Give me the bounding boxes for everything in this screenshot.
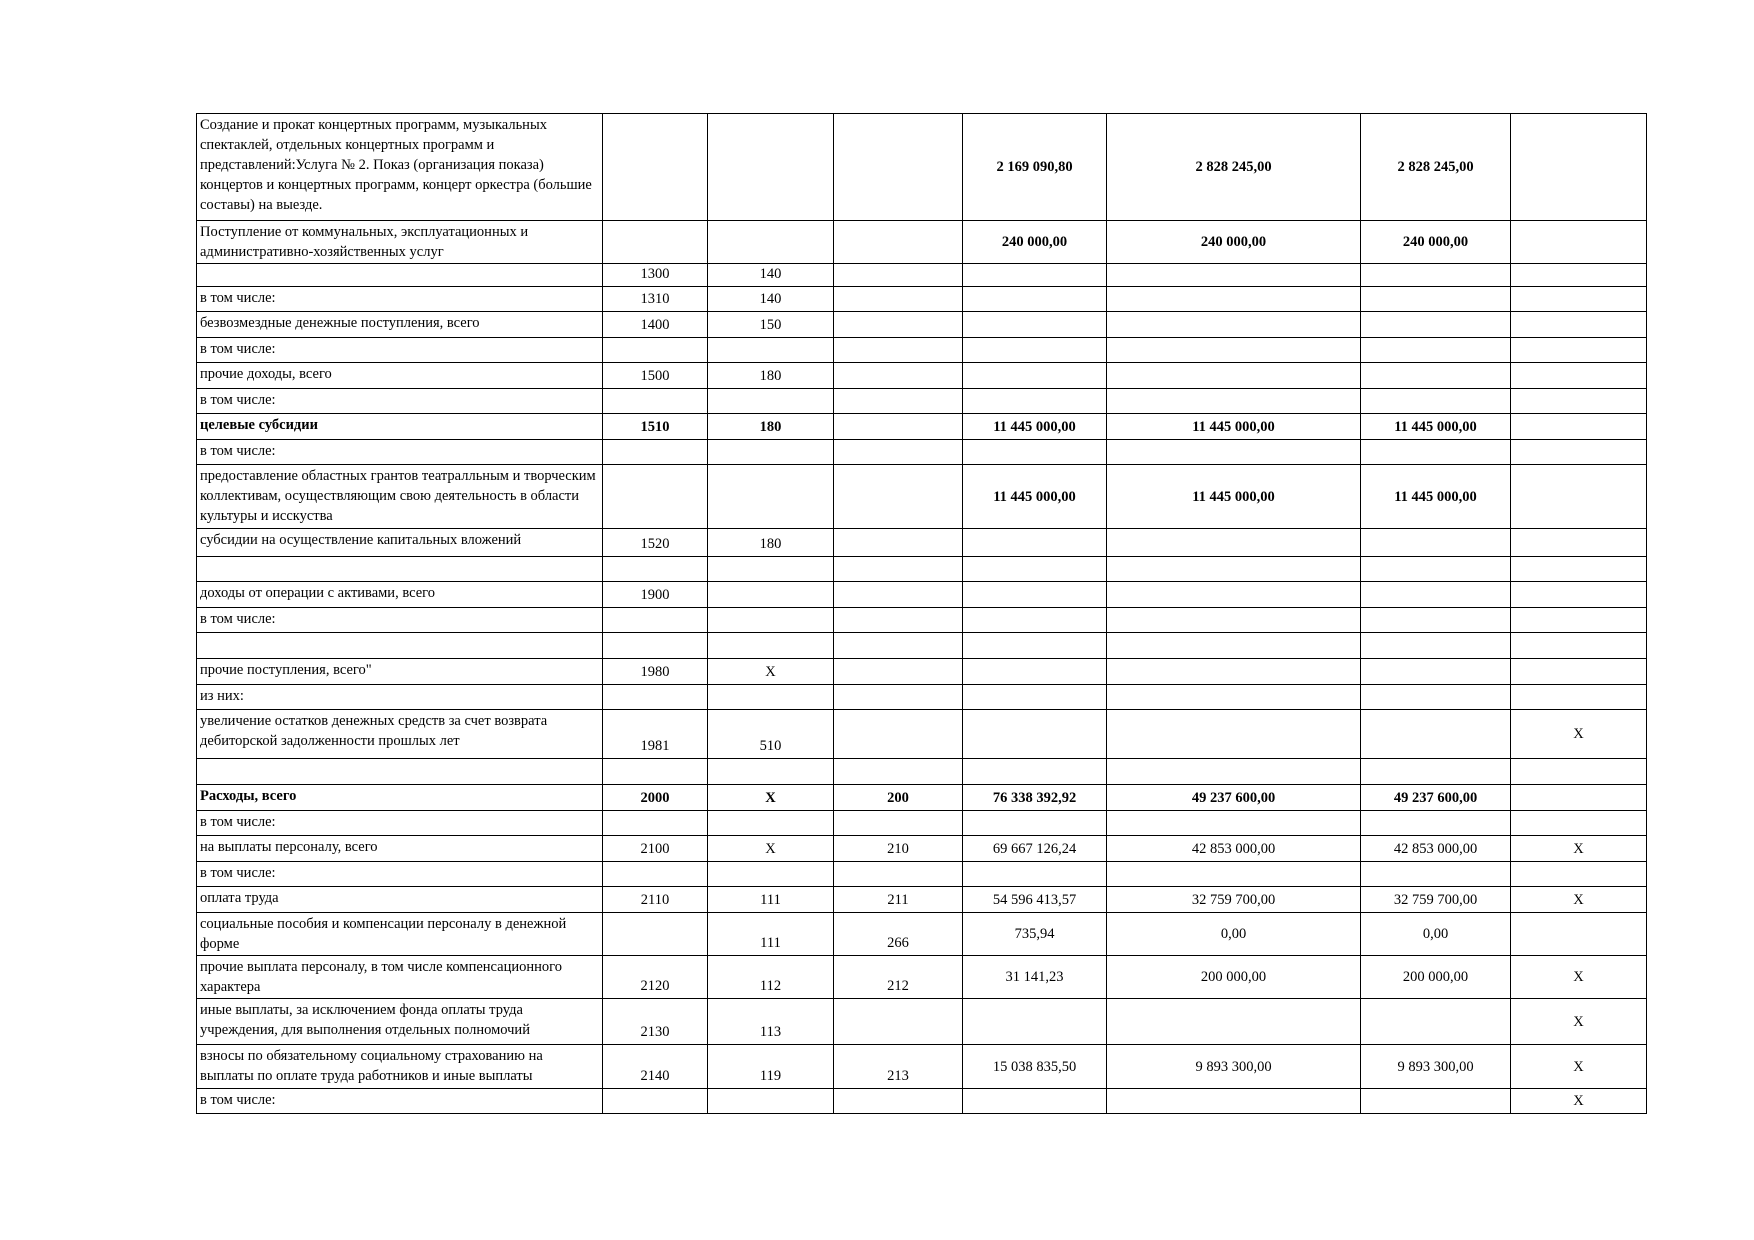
cell-kosgu-code — [834, 414, 963, 440]
table-row — [197, 887, 1647, 913]
cell-kbk-code: 140 — [708, 264, 834, 287]
cell-other — [1511, 862, 1647, 887]
cell-line-code: 1400 — [603, 312, 708, 338]
cell-kosgu-code — [834, 529, 963, 557]
cell-sum-year-2 — [1107, 862, 1361, 887]
cell-indicator-name: субсидии на осуществление капитальных вложений — [197, 529, 603, 557]
cell-line-code — [603, 338, 708, 363]
cell-sum-year-2 — [1107, 999, 1361, 1045]
cell-other — [1511, 363, 1647, 389]
cell-other — [1511, 608, 1647, 633]
cell-sum-year-2: 2 828 245,00 — [1107, 114, 1361, 221]
cell-sum-year-3 — [1361, 389, 1511, 414]
cell-sum-year-2: 11 445 000,00 — [1107, 465, 1361, 529]
cell-other — [1511, 759, 1647, 785]
cell-kbk-code: 140 — [708, 287, 834, 312]
cell-kosgu-code — [834, 363, 963, 389]
cell-sum-year-1: 31 141,23 — [963, 956, 1107, 999]
cell-sum-year-3: 11 445 000,00 — [1361, 465, 1511, 529]
cell-sum-year-3 — [1361, 264, 1511, 287]
cell-other: X — [1511, 887, 1647, 913]
cell-sum-year-2 — [1107, 363, 1361, 389]
cell-sum-year-3 — [1361, 999, 1511, 1045]
cell-sum-year-3 — [1361, 608, 1511, 633]
table-row — [197, 862, 1647, 887]
cell-kosgu-code — [834, 557, 963, 582]
cell-sum-year-1 — [963, 633, 1107, 659]
cell-line-code — [603, 862, 708, 887]
cell-kosgu-code — [834, 114, 963, 221]
table-row — [197, 710, 1647, 759]
cell-indicator-name: целевые субсидии — [197, 414, 603, 440]
cell-kosgu-code: 266 — [834, 913, 963, 956]
cell-sum-year-1: 2 169 090,80 — [963, 114, 1107, 221]
cell-other — [1511, 287, 1647, 312]
cell-other — [1511, 221, 1647, 264]
cell-sum-year-1 — [963, 1089, 1107, 1114]
cell-indicator-name: в том числе: — [197, 608, 603, 633]
cell-sum-year-3 — [1361, 440, 1511, 465]
cell-sum-year-3: 9 893 300,00 — [1361, 1045, 1511, 1089]
cell-kosgu-code — [834, 221, 963, 264]
cell-indicator-name: увеличение остатков денежных средств за счет возврата дебиторской задолженности прошлых лет — [197, 710, 603, 759]
cell-sum-year-2: 240 000,00 — [1107, 221, 1361, 264]
cell-sum-year-1: 69 667 126,24 — [963, 836, 1107, 862]
cell-kbk-code — [708, 1089, 834, 1114]
cell-sum-year-2 — [1107, 338, 1361, 363]
cell-other — [1511, 389, 1647, 414]
cell-sum-year-2 — [1107, 811, 1361, 836]
cell-line-code: 2130 — [603, 999, 708, 1045]
cell-line-code: 1980 — [603, 659, 708, 685]
table-row — [197, 465, 1647, 529]
cell-sum-year-2 — [1107, 440, 1361, 465]
cell-sum-year-2 — [1107, 529, 1361, 557]
cell-indicator-name: в том числе: — [197, 287, 603, 312]
cell-indicator-name: на выплаты персоналу, всего — [197, 836, 603, 862]
cell-kbk-code: 180 — [708, 363, 834, 389]
cell-kbk-code: 119 — [708, 1045, 834, 1089]
cell-line-code: 1520 — [603, 529, 708, 557]
cell-kbk-code — [708, 221, 834, 264]
cell-sum-year-2: 200 000,00 — [1107, 956, 1361, 999]
cell-line-code: 1310 — [603, 287, 708, 312]
cell-indicator-name: оплата труда — [197, 887, 603, 913]
cell-sum-year-2: 0,00 — [1107, 913, 1361, 956]
cell-line-code — [603, 608, 708, 633]
cell-indicator-name: взносы по обязательному социальному страхованию на выплаты по оплате труда работников и иные выплаты — [197, 1045, 603, 1089]
cell-sum-year-1 — [963, 312, 1107, 338]
cell-other: X — [1511, 956, 1647, 999]
cell-indicator-name — [197, 264, 603, 287]
cell-sum-year-1: 76 338 392,92 — [963, 785, 1107, 811]
financial-plan-table — [196, 113, 1647, 1114]
cell-indicator-name: в том числе: — [197, 862, 603, 887]
cell-sum-year-2 — [1107, 710, 1361, 759]
cell-kbk-code — [708, 811, 834, 836]
cell-sum-year-3 — [1361, 811, 1511, 836]
cell-sum-year-3 — [1361, 557, 1511, 582]
cell-kosgu-code: 211 — [834, 887, 963, 913]
cell-sum-year-2 — [1107, 389, 1361, 414]
cell-sum-year-1: 15 038 835,50 — [963, 1045, 1107, 1089]
cell-indicator-name: прочие доходы, всего — [197, 363, 603, 389]
table-row — [197, 582, 1647, 608]
cell-indicator-name: прочие выплата персоналу, в том числе компенсационного характера — [197, 956, 603, 999]
table-row — [197, 287, 1647, 312]
cell-kosgu-code — [834, 312, 963, 338]
cell-sum-year-2 — [1107, 582, 1361, 608]
cell-other — [1511, 785, 1647, 811]
cell-other — [1511, 114, 1647, 221]
cell-sum-year-1: 735,94 — [963, 913, 1107, 956]
cell-sum-year-3: 240 000,00 — [1361, 221, 1511, 264]
cell-indicator-name: в том числе: — [197, 811, 603, 836]
cell-kbk-code — [708, 338, 834, 363]
cell-line-code — [603, 633, 708, 659]
cell-sum-year-2 — [1107, 287, 1361, 312]
cell-other — [1511, 685, 1647, 710]
cell-kbk-code — [708, 633, 834, 659]
cell-sum-year-3 — [1361, 338, 1511, 363]
cell-indicator-name: прочие поступления, всего" — [197, 659, 603, 685]
cell-kosgu-code — [834, 389, 963, 414]
cell-kbk-code: 111 — [708, 913, 834, 956]
cell-sum-year-1 — [963, 287, 1107, 312]
cell-kosgu-code: 200 — [834, 785, 963, 811]
cell-sum-year-3 — [1361, 582, 1511, 608]
table-row — [197, 956, 1647, 999]
cell-indicator-name — [197, 557, 603, 582]
cell-other: X — [1511, 1045, 1647, 1089]
cell-kosgu-code — [834, 999, 963, 1045]
cell-indicator-name: социальные пособия и компенсации персоналу в денежной форме — [197, 913, 603, 956]
table-row — [197, 685, 1647, 710]
cell-other — [1511, 582, 1647, 608]
cell-kbk-code: X — [708, 785, 834, 811]
cell-kbk-code — [708, 608, 834, 633]
cell-indicator-name: иные выплаты, за исключением фонда оплаты труда учреждения, для выполнения отдельных полномочий — [197, 999, 603, 1045]
cell-sum-year-1 — [963, 608, 1107, 633]
cell-sum-year-1 — [963, 811, 1107, 836]
table-row — [197, 785, 1647, 811]
cell-sum-year-1 — [963, 685, 1107, 710]
cell-sum-year-3 — [1361, 287, 1511, 312]
cell-line-code — [603, 389, 708, 414]
cell-kbk-code: X — [708, 836, 834, 862]
cell-other — [1511, 465, 1647, 529]
cell-line-code — [603, 221, 708, 264]
cell-sum-year-2 — [1107, 312, 1361, 338]
cell-indicator-name: в том числе: — [197, 440, 603, 465]
cell-sum-year-1 — [963, 999, 1107, 1045]
cell-other — [1511, 633, 1647, 659]
cell-line-code — [603, 440, 708, 465]
cell-other — [1511, 264, 1647, 287]
cell-other — [1511, 414, 1647, 440]
cell-kosgu-code — [834, 582, 963, 608]
cell-sum-year-1 — [963, 363, 1107, 389]
cell-sum-year-3 — [1361, 1089, 1511, 1114]
table-row — [197, 440, 1647, 465]
table-row — [197, 312, 1647, 338]
cell-line-code — [603, 557, 708, 582]
cell-sum-year-3: 0,00 — [1361, 913, 1511, 956]
cell-kbk-code: 510 — [708, 710, 834, 759]
cell-sum-year-3: 11 445 000,00 — [1361, 414, 1511, 440]
cell-sum-year-1 — [963, 338, 1107, 363]
cell-line-code — [603, 759, 708, 785]
cell-sum-year-2: 32 759 700,00 — [1107, 887, 1361, 913]
cell-kosgu-code — [834, 710, 963, 759]
cell-kosgu-code — [834, 440, 963, 465]
cell-kosgu-code — [834, 338, 963, 363]
table-row — [197, 1045, 1647, 1089]
cell-kosgu-code: 210 — [834, 836, 963, 862]
table-row — [197, 414, 1647, 440]
cell-sum-year-2: 11 445 000,00 — [1107, 414, 1361, 440]
cell-sum-year-3: 42 853 000,00 — [1361, 836, 1511, 862]
cell-indicator-name: Расходы, всего — [197, 785, 603, 811]
table-row — [197, 608, 1647, 633]
table-row — [197, 338, 1647, 363]
cell-kbk-code: 111 — [708, 887, 834, 913]
cell-indicator-name: Поступление от коммунальных, эксплуатационных и административно-хозяйственных услуг — [197, 221, 603, 264]
cell-other: X — [1511, 836, 1647, 862]
cell-sum-year-3: 49 237 600,00 — [1361, 785, 1511, 811]
cell-other: X — [1511, 710, 1647, 759]
cell-sum-year-3 — [1361, 759, 1511, 785]
table-row — [197, 913, 1647, 956]
cell-line-code: 1981 — [603, 710, 708, 759]
cell-sum-year-2 — [1107, 1089, 1361, 1114]
cell-sum-year-1: 54 596 413,57 — [963, 887, 1107, 913]
cell-kosgu-code: 213 — [834, 1045, 963, 1089]
cell-sum-year-3 — [1361, 710, 1511, 759]
cell-sum-year-1 — [963, 710, 1107, 759]
cell-indicator-name: в том числе: — [197, 1089, 603, 1114]
table-row — [197, 759, 1647, 785]
cell-sum-year-2 — [1107, 659, 1361, 685]
cell-sum-year-1: 11 445 000,00 — [963, 465, 1107, 529]
cell-line-code: 2120 — [603, 956, 708, 999]
cell-sum-year-2 — [1107, 685, 1361, 710]
cell-kbk-code: 180 — [708, 529, 834, 557]
cell-sum-year-1 — [963, 582, 1107, 608]
cell-other — [1511, 312, 1647, 338]
cell-sum-year-3: 2 828 245,00 — [1361, 114, 1511, 221]
cell-other: X — [1511, 999, 1647, 1045]
cell-kbk-code — [708, 389, 834, 414]
cell-line-code: 1300 — [603, 264, 708, 287]
table-row — [197, 363, 1647, 389]
cell-indicator-name: доходы от операции с активами, всего — [197, 582, 603, 608]
cell-other — [1511, 811, 1647, 836]
table-row — [197, 557, 1647, 582]
cell-indicator-name: в том числе: — [197, 389, 603, 414]
cell-other — [1511, 659, 1647, 685]
cell-kosgu-code — [834, 659, 963, 685]
cell-sum-year-1 — [963, 529, 1107, 557]
cell-sum-year-1 — [963, 557, 1107, 582]
cell-kbk-code — [708, 759, 834, 785]
cell-line-code — [603, 465, 708, 529]
cell-line-code — [603, 1089, 708, 1114]
cell-other — [1511, 338, 1647, 363]
cell-kbk-code — [708, 862, 834, 887]
cell-sum-year-3 — [1361, 312, 1511, 338]
table-row — [197, 529, 1647, 557]
cell-kosgu-code: 212 — [834, 956, 963, 999]
cell-sum-year-1 — [963, 759, 1107, 785]
cell-sum-year-1 — [963, 862, 1107, 887]
cell-indicator-name: Создание и прокат концертных программ, музыкальных спектаклей, отдельных концертных программ и представлений:Услуга № 2. Показ (организация показа) концертов и концертных программ, концерт оркестра (большие составы) на выезде. — [197, 114, 603, 221]
cell-other — [1511, 913, 1647, 956]
cell-sum-year-1 — [963, 659, 1107, 685]
cell-other — [1511, 557, 1647, 582]
cell-sum-year-3 — [1361, 363, 1511, 389]
table-row — [197, 633, 1647, 659]
cell-kosgu-code — [834, 811, 963, 836]
cell-other — [1511, 440, 1647, 465]
table-body — [197, 114, 1647, 1114]
cell-indicator-name: безвозмездные денежные поступления, всего — [197, 312, 603, 338]
cell-sum-year-2 — [1107, 608, 1361, 633]
cell-kosgu-code — [834, 633, 963, 659]
table-row — [197, 221, 1647, 264]
cell-sum-year-2: 9 893 300,00 — [1107, 1045, 1361, 1089]
cell-sum-year-2: 49 237 600,00 — [1107, 785, 1361, 811]
cell-other — [1511, 529, 1647, 557]
cell-sum-year-2 — [1107, 759, 1361, 785]
cell-line-code: 2110 — [603, 887, 708, 913]
cell-sum-year-2 — [1107, 633, 1361, 659]
cell-kosgu-code — [834, 608, 963, 633]
cell-line-code — [603, 913, 708, 956]
cell-sum-year-3 — [1361, 659, 1511, 685]
cell-sum-year-1 — [963, 389, 1107, 414]
cell-kosgu-code — [834, 862, 963, 887]
cell-kbk-code — [708, 465, 834, 529]
cell-indicator-name — [197, 633, 603, 659]
table-row — [197, 264, 1647, 287]
cell-sum-year-2 — [1107, 557, 1361, 582]
cell-kosgu-code — [834, 287, 963, 312]
cell-kbk-code — [708, 582, 834, 608]
table-row — [197, 999, 1647, 1045]
cell-indicator-name — [197, 759, 603, 785]
cell-line-code — [603, 685, 708, 710]
table-row — [197, 659, 1647, 685]
cell-kbk-code — [708, 685, 834, 710]
cell-kbk-code: 180 — [708, 414, 834, 440]
cell-kbk-code: 112 — [708, 956, 834, 999]
cell-line-code: 1500 — [603, 363, 708, 389]
cell-kbk-code — [708, 114, 834, 221]
table-row — [197, 389, 1647, 414]
cell-sum-year-3 — [1361, 862, 1511, 887]
cell-sum-year-1: 11 445 000,00 — [963, 414, 1107, 440]
cell-sum-year-3 — [1361, 633, 1511, 659]
cell-line-code: 2000 — [603, 785, 708, 811]
cell-sum-year-3 — [1361, 529, 1511, 557]
cell-indicator-name: предоставление областных грантов театралльным и творческим коллективам, осуществляющим свою деятельность в области культуры и исскуства — [197, 465, 603, 529]
cell-kosgu-code — [834, 465, 963, 529]
cell-kbk-code — [708, 440, 834, 465]
table-row — [197, 811, 1647, 836]
cell-line-code — [603, 811, 708, 836]
cell-sum-year-1 — [963, 440, 1107, 465]
cell-line-code: 2140 — [603, 1045, 708, 1089]
cell-sum-year-2: 42 853 000,00 — [1107, 836, 1361, 862]
cell-kosgu-code — [834, 759, 963, 785]
cell-other: X — [1511, 1089, 1647, 1114]
cell-kbk-code: X — [708, 659, 834, 685]
cell-line-code: 1510 — [603, 414, 708, 440]
cell-kosgu-code — [834, 264, 963, 287]
cell-kbk-code: 150 — [708, 312, 834, 338]
cell-indicator-name: в том числе: — [197, 338, 603, 363]
cell-kbk-code: 113 — [708, 999, 834, 1045]
cell-sum-year-3: 200 000,00 — [1361, 956, 1511, 999]
cell-sum-year-2 — [1107, 264, 1361, 287]
cell-sum-year-3: 32 759 700,00 — [1361, 887, 1511, 913]
cell-kbk-code — [708, 557, 834, 582]
cell-line-code: 1900 — [603, 582, 708, 608]
cell-sum-year-1: 240 000,00 — [963, 221, 1107, 264]
cell-kosgu-code — [834, 1089, 963, 1114]
cell-line-code: 2100 — [603, 836, 708, 862]
cell-sum-year-3 — [1361, 685, 1511, 710]
cell-sum-year-1 — [963, 264, 1107, 287]
cell-indicator-name: из них: — [197, 685, 603, 710]
cell-kosgu-code — [834, 685, 963, 710]
table-row — [197, 114, 1647, 221]
cell-line-code — [603, 114, 708, 221]
table-row — [197, 836, 1647, 862]
table-row — [197, 1089, 1647, 1114]
